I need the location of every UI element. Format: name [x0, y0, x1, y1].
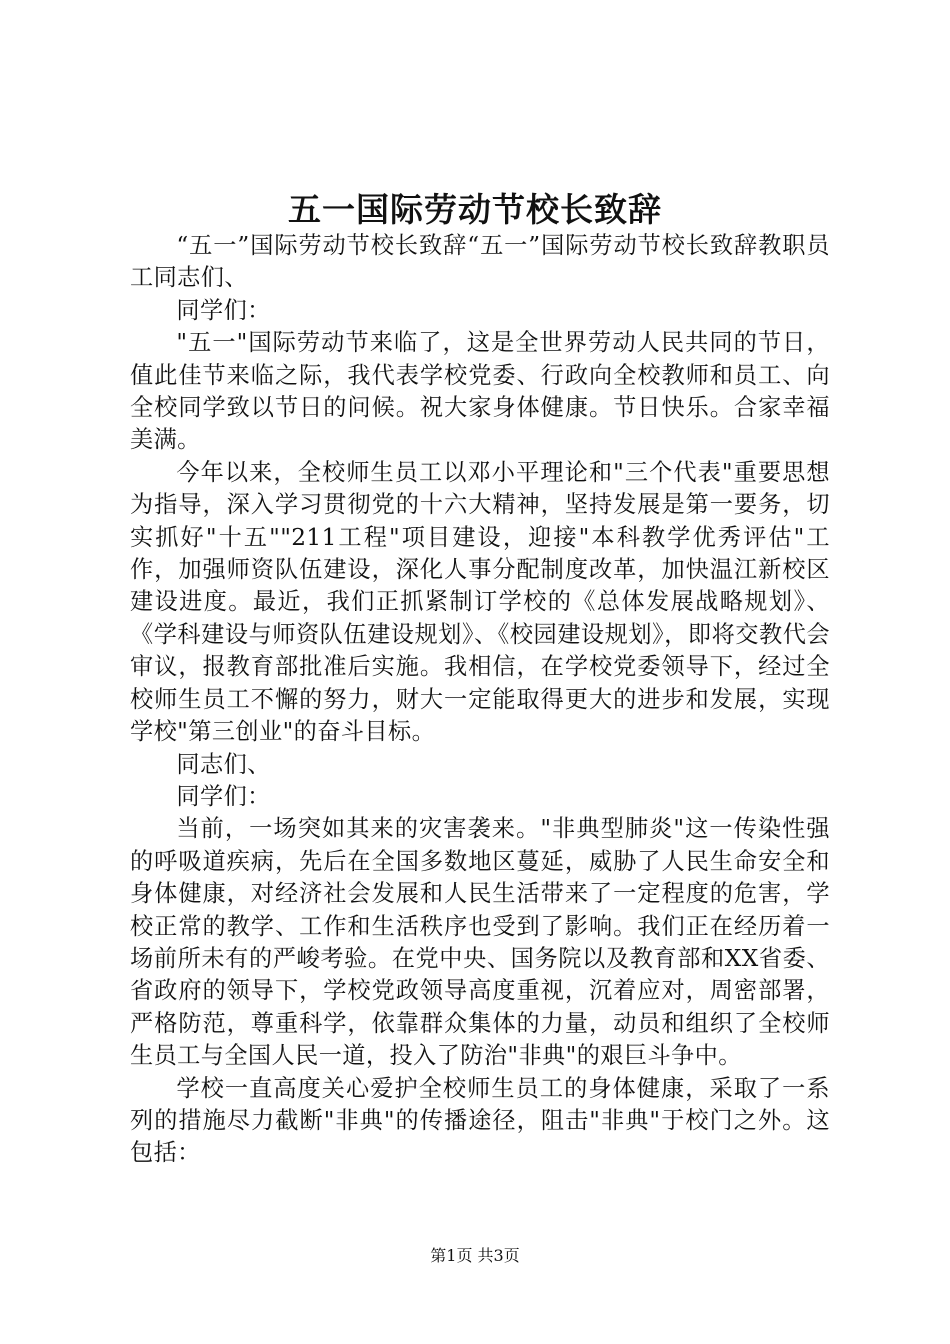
document-title: 五一国际劳动节校长致辞 — [288, 190, 662, 229]
paragraph-achievements: 今年以来，全校师生员工以邓小平理论和"三个代表"重要思想为指导，深入学习贯彻党的十六大精神，坚持发展是第一要务，切实抓好"十五""211工程"项目建设，迎接"本科教学优秀评估"工作，加强师资队伍建设，深化人事分配制度改革，加快温江新校区建设进度。最近，我们正抓紧制订学校的《总体发展战略规划》、《学科建设与师资队伍建设规划》、《校园建设规划》，即将交教代会审议，报教育部批准后实施。我相信，在学校党委领导下，经过全校师生员工不懈的努力，财大一定能取得更大的进步和发展，实现学校"第三创业"的奋斗目标。 — [130, 458, 830, 746]
paragraph-intro: “五一”国际劳动节校长致辞“五一”国际劳动节校长致辞教职员工同志们、 — [130, 232, 830, 292]
paragraph-greeting-students-2: 同学们： — [176, 782, 271, 810]
paragraph-holiday-greeting: "五一"国际劳动节来临了，这是全世界劳动人民共同的节日，值此佳节来临之际，我代表学校党委、行政向全校教师和员工、向全校同学致以节日的问候。祝大家身体健康。节日快乐。合家幸福美满。 — [130, 329, 830, 454]
paragraph-sars-situation: 当前，一场突如其来的灾害袭来。"非典型肺炎"这一传染性强的呼吸道疾病，先后在全国多数地区蔓延，威胁了人民生命安全和身体健康，对经济社会发展和人民生活带来了一定程度的危害，学校正常的教学、工作和生活秩序也受到了影响。我们正在经历着一场前所未有的严峻考验。在党中央、国务院以及教育部和XX省委、省政府的领导下，学校党政领导高度重视，沉着应对，周密部署，严格防范，尊重科学，依靠群众集体的力量，动员和组织了全校师生员工与全国人民一道，投入了防治"非典"的艰巨斗争中。 — [130, 815, 830, 1070]
paragraph-school-measures: 学校一直高度关心爱护全校师生员工的身体健康，采取了一系列的措施尽力截断"非典"的传播途径，阻击"非典"于校门之外。这包括： — [130, 1074, 830, 1167]
paragraph-greeting-students: 同学们： — [176, 296, 271, 324]
paragraph-greeting-comrades: 同志们、 — [176, 750, 271, 778]
document-body — [130, 230, 830, 1170]
page-footer: 第1页 共3页 — [430, 1246, 520, 1265]
